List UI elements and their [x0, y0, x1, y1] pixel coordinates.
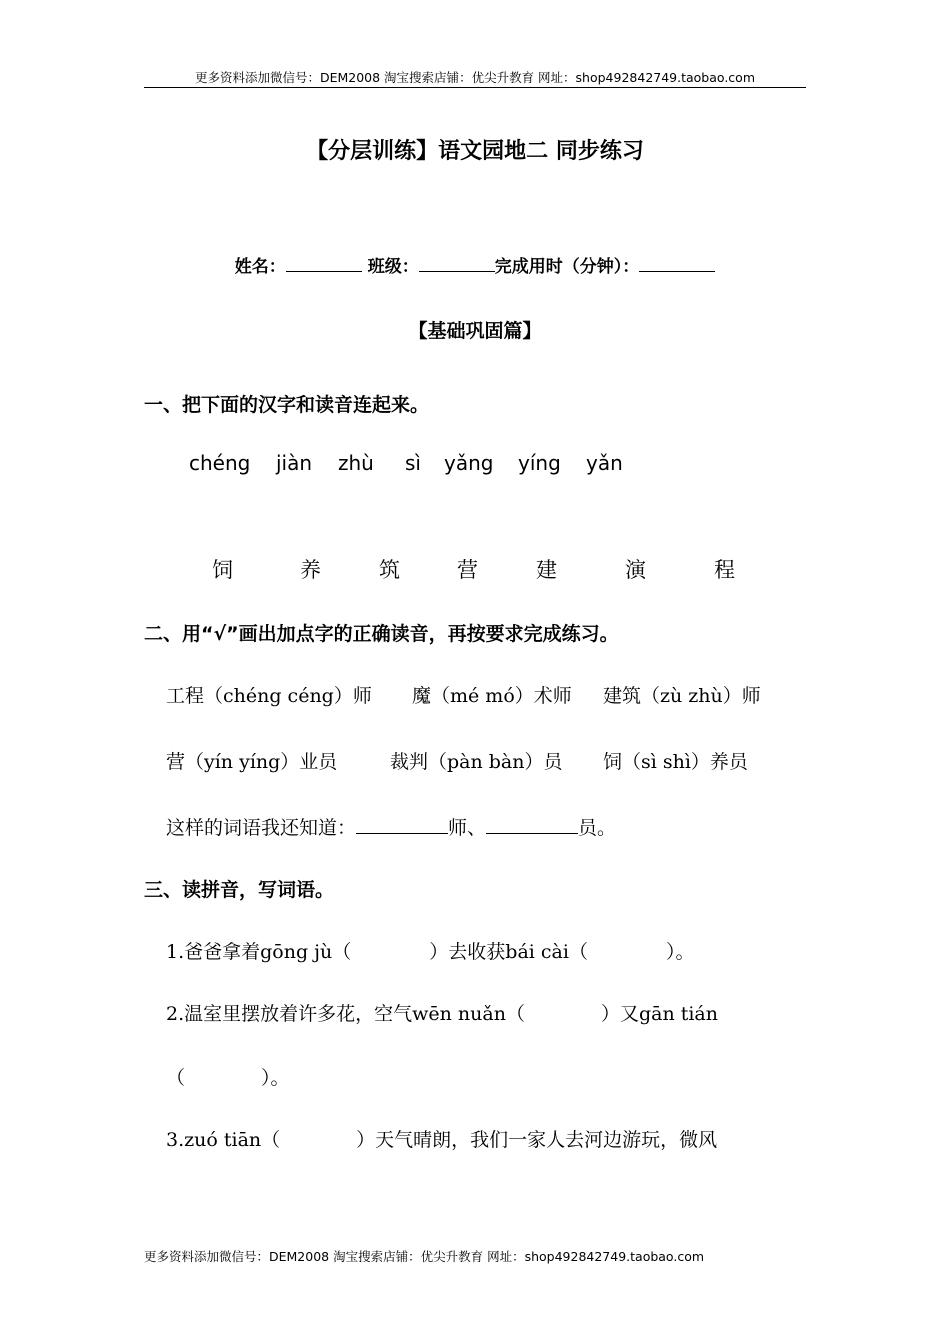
sentence-text: ）。: [665, 941, 695, 963]
pinyin-item[interactable]: yǎn: [586, 451, 623, 475]
q3-sentence-2: [166, 999, 718, 1026]
pinyin-item[interactable]: sì: [405, 451, 421, 475]
sentence-text: 1.爸爸拿着gōng jù（: [166, 941, 352, 963]
class-label: 班级：: [367, 257, 419, 277]
hanzi-item[interactable]: 养: [300, 558, 321, 582]
hanzi-item[interactable]: 程: [714, 558, 735, 582]
q2-word: 营（yín yíng）业员: [166, 751, 338, 773]
q3-sentence-1: [166, 937, 694, 964]
q2-word: 建筑（zù zhù）师: [603, 685, 761, 707]
sentence-text: ）去收获bái cài（: [429, 941, 588, 963]
sentence-text: 3.zuó tiān（: [166, 1129, 281, 1151]
name-label: 姓名：: [234, 257, 286, 277]
sentence-text: ）天气晴朗，我们一家人去河边游玩，微风: [356, 1129, 718, 1151]
q2-word: 裁判（pàn bàn）员: [390, 751, 563, 773]
time-label: 完成用时（分钟）：: [494, 257, 640, 277]
hanzi-item[interactable]: 营: [457, 558, 478, 582]
hanzi-item[interactable]: 饲: [212, 558, 233, 582]
sentence-text: 2.温室里摆放着许多花，空气wēn nuǎn（: [166, 1003, 525, 1025]
question-2-title: 二、用“√”画出加点字的正确读音，再按要求完成练习。: [144, 623, 619, 645]
q3-sentence-2-cont: [166, 1063, 290, 1090]
question-1-title: 一、把下面的汉字和读音连起来。: [144, 394, 430, 416]
answer-blank[interactable]: [356, 817, 448, 834]
page-footer: 更多资料添加微信号：DEM2008 淘宝搜索店铺：优尖升教育 网址：shop492842749.taobao.com: [144, 1249, 705, 1264]
student-info-line: [0, 252, 950, 277]
pinyin-item[interactable]: zhù: [338, 451, 374, 475]
q2-extension-line: [166, 813, 616, 840]
q2-extension-mid: 师、: [448, 817, 487, 839]
pinyin-item[interactable]: yǎng: [444, 451, 494, 475]
class-blank[interactable]: [419, 253, 495, 272]
q2-word: 饲（sì shì）养员: [603, 751, 748, 773]
pinyin-item[interactable]: yíng: [518, 451, 561, 475]
pinyin-item[interactable]: jiàn: [276, 451, 313, 475]
sentence-text: （: [166, 1067, 186, 1089]
pinyin-item[interactable]: chéng: [189, 451, 251, 475]
question-3-title: 三、读拼音，写词语。: [144, 879, 335, 901]
page-title: 【分层训练】语文园地二 同步练习: [306, 139, 644, 164]
q3-sentence-3: [166, 1125, 717, 1152]
q2-word: 工程（chéng céng）师: [166, 685, 372, 707]
q2-extension-prefix: 这样的词语我还知道：: [166, 817, 357, 839]
q2-word: 魔（mé mó）术师: [412, 685, 572, 707]
hanzi-item[interactable]: 演: [625, 558, 646, 582]
page-header: 更多资料添加微信号：DEM2008 淘宝搜索店铺：优尖升教育 网址：shop492842749.taobao.com: [194, 70, 756, 85]
name-blank[interactable]: [286, 253, 362, 272]
sentence-text: ）。: [261, 1067, 290, 1089]
hanzi-item[interactable]: 筑: [379, 558, 400, 582]
section-title: 【基础巩固篇】: [408, 320, 542, 342]
q2-extension-end: 员。: [578, 817, 617, 839]
sentence-text: ）又gān tián: [600, 1003, 718, 1025]
hanzi-item[interactable]: 建: [536, 558, 557, 582]
time-blank[interactable]: [639, 253, 715, 272]
answer-blank[interactable]: [486, 817, 578, 834]
header-divider: [144, 87, 806, 88]
